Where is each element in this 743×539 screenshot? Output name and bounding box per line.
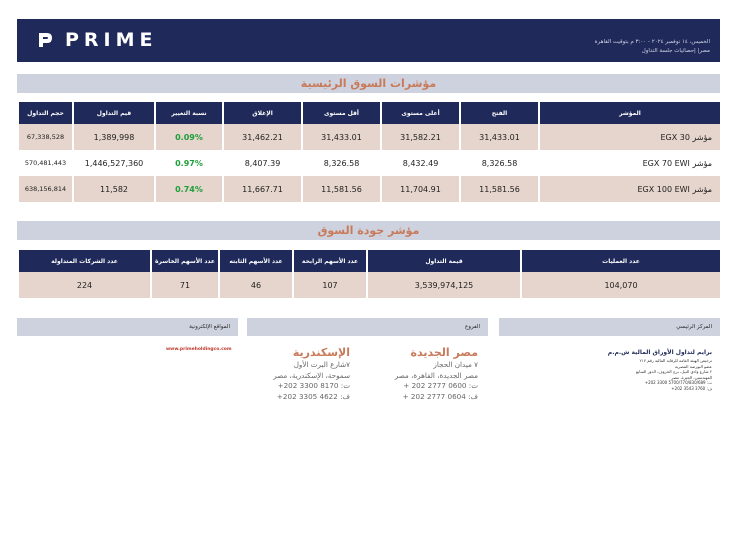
brand-logo: [37, 29, 158, 51]
cell-gainers: 107: [294, 272, 366, 298]
branch-title: مصر الجديدة: [410, 346, 478, 359]
cell-close: 8,407.39: [244, 158, 281, 168]
cell-open: 8,326.58: [481, 158, 518, 168]
cell-value: 1,389,998: [74, 124, 154, 150]
cell-losers: 71: [152, 272, 218, 298]
branches-label-bar: الفروع: [247, 318, 488, 336]
cell-open: 31,433.01: [461, 124, 538, 150]
cell-transactions: 104,070: [522, 272, 720, 298]
col-header: المؤشر: [540, 102, 720, 124]
websites-label-bar: المواقع الإلكترونية: [17, 318, 238, 336]
col-header: عدد الشركات المتداولة: [19, 250, 150, 272]
company-line: عضو البورصة المصرية: [674, 363, 712, 369]
cell-volume: 67,338,528: [19, 124, 72, 150]
branch-heliopolis: [388, 346, 478, 402]
prime-logo-icon: [37, 31, 55, 49]
cell-low: 11,581.56: [303, 176, 380, 202]
cell-high: 11,704.91: [382, 176, 459, 202]
company-line: ٢ شارع وادي النيل، برج الخروف، الدور السابع: [635, 369, 712, 374]
company-name: برايم لتداول الأوراق المالية ش.م.م: [607, 349, 712, 356]
table-row: [19, 124, 720, 150]
col-header: عدد الأسهم الخاسرة: [152, 250, 218, 272]
hq-address-block: [600, 349, 712, 391]
market-quality-table: [17, 250, 722, 298]
col-header: حجم التداول: [19, 102, 72, 124]
col-header: الإغلاق: [224, 102, 301, 124]
branch-alexandria: [260, 346, 350, 402]
branch-line: ت: 0600 2777 202 +: [403, 381, 478, 390]
website-link[interactable]: www.primeholdingco.com: [166, 347, 232, 352]
brand-name: PRIME: [65, 29, 158, 51]
cell-companies: 224: [19, 272, 150, 298]
company-line: ت: 5700/770/830/689 3300 202+: [644, 380, 712, 385]
branch-line: مصر الجديدة، القاهرة، مصر: [394, 370, 478, 380]
cell-open: 11,581.56: [461, 176, 538, 202]
main-indices-table: [17, 102, 722, 202]
cell-trade-value: 3,539,974,125: [368, 272, 520, 298]
report-date: الخميس، ١٤ نوفمبر ٢٠٢٤ - ٣:٠٠ م بتوقيت القاهرة: [594, 39, 710, 45]
cell-volume: 570,481,443: [24, 159, 67, 167]
table-header-row: [19, 250, 720, 272]
company-line: ترخيص الهيئة العامة للرقابة المالية رقم ٢١٧: [639, 358, 712, 363]
branch-line: سموحة، الإسكندرية، مصر: [273, 370, 350, 380]
branch-line: ت: 8170 3300 202+: [277, 381, 350, 390]
col-header: عدد العمليات: [522, 250, 720, 272]
col-header: قيم التداول: [74, 102, 154, 124]
cell-close: 11,667.71: [224, 176, 301, 202]
col-header: أعلى مستوى: [382, 102, 459, 124]
company-line: ف: 3760 3543 202+: [671, 385, 712, 391]
cell-high: 31,582.21: [382, 124, 459, 150]
table-row: [19, 150, 720, 176]
branch-title: الإسكندرية: [292, 346, 350, 359]
main-indices-title: مؤشرات السوق الرئيسية: [17, 74, 720, 93]
cell-unchanged: 46: [220, 272, 292, 298]
cell-value: 1,446,527,360: [84, 158, 144, 168]
market-quality-title: مؤشر جودة السوق: [17, 221, 720, 240]
cell-close: 31,462.21: [224, 124, 301, 150]
col-header: الفتح: [461, 102, 538, 124]
cell-value: 11,582: [74, 176, 154, 202]
col-header: قيمة التداول: [368, 250, 520, 272]
report-header: [17, 19, 720, 62]
col-header: نسبة التغيير: [156, 102, 222, 124]
branch-line: ٧ ميدان الحجاز: [433, 360, 478, 369]
index-name: مؤشر EGX 100 EWI: [540, 176, 720, 202]
cell-change: 0.97%: [175, 158, 203, 168]
cell-change: 0.74%: [156, 176, 222, 202]
index-name: مؤشر EGX 70 EWI: [642, 158, 712, 168]
cell-low: 8,326.58: [323, 158, 360, 168]
col-header: أقل مستوى: [303, 102, 380, 124]
company-line: المهندسين، الجيزة، مصر: [671, 374, 712, 380]
hq-label-bar: المركز الرئيسي: [499, 318, 720, 336]
col-header: عدد الأسهم الثابته: [220, 250, 292, 272]
index-name: مؤشر EGX 30: [540, 124, 720, 150]
cell-change: 0.09%: [156, 124, 222, 150]
header-info: [595, 38, 710, 56]
cell-low: 31,433.01: [303, 124, 380, 150]
branch-line: ٧شارع البرت الأول: [293, 360, 350, 369]
report-subtitle: مصر| إحصائيات جلسة التداول: [641, 48, 710, 54]
col-header: عدد الأسهم الرابحة: [294, 250, 366, 272]
branch-line: ف: 4622 3305 202+: [276, 391, 350, 401]
table-row: [19, 176, 720, 202]
table-row: [19, 272, 720, 298]
branch-line: ف: 0604 2777 202 +: [402, 391, 478, 401]
cell-high: 8,432.49: [402, 158, 439, 168]
table-header-row: [19, 102, 720, 124]
cell-volume: 638,156,814: [19, 176, 72, 202]
